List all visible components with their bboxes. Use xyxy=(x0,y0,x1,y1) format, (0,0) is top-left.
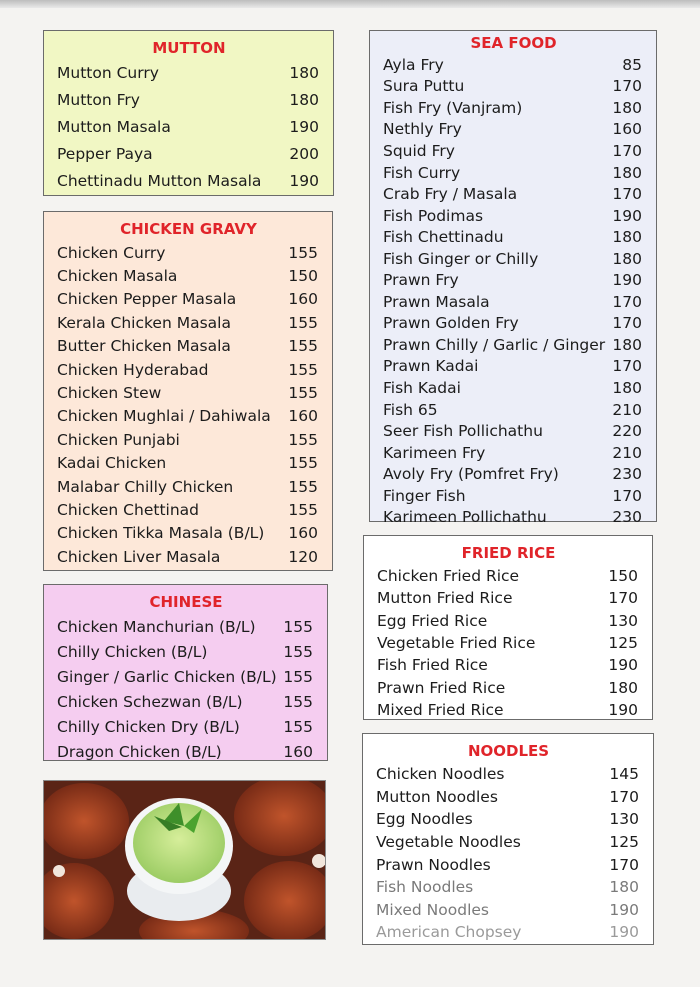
menu-item xyxy=(383,140,644,162)
item-name: Mutton Curry xyxy=(57,64,159,83)
chinese-section xyxy=(43,584,328,761)
item-name: Chicken Curry xyxy=(57,243,166,262)
item-price: 155 xyxy=(283,717,313,736)
seafood-section xyxy=(369,30,657,527)
menu-item xyxy=(57,739,315,764)
item-name: Malabar Chilly Chicken xyxy=(57,477,234,496)
item-price: 170 xyxy=(612,486,642,505)
item-name: Prawn Fried Rice xyxy=(377,678,506,697)
item-price: 180 xyxy=(612,98,642,117)
menu-item xyxy=(376,921,641,944)
item-name: Crab Fry / Masala xyxy=(383,185,518,204)
item-name: Butter Chicken Masala xyxy=(57,337,231,356)
item-price: 155 xyxy=(283,667,313,686)
item-name: Squid Fry xyxy=(383,141,455,160)
item-price: 200 xyxy=(289,144,319,163)
menu-item xyxy=(377,676,640,698)
menu-item xyxy=(57,167,321,194)
item-name: Vegetable Noodles xyxy=(376,833,521,852)
menu-item xyxy=(377,587,640,609)
menu-item xyxy=(57,311,320,334)
item-price: 190 xyxy=(609,900,639,919)
menu-item xyxy=(57,358,320,381)
menu-item xyxy=(57,498,320,521)
menu-item xyxy=(383,485,644,507)
item-name: Fish Kadai xyxy=(383,378,461,397)
item-name: Pepper Paya xyxy=(57,144,153,163)
item-name: Mutton Noodles xyxy=(376,787,498,806)
item-name: Kadai Chicken xyxy=(57,454,167,473)
menu-item xyxy=(57,140,321,167)
menu-item xyxy=(383,442,644,464)
item-price: 155 xyxy=(288,500,318,519)
item-price: 155 xyxy=(288,360,318,379)
item-price: 190 xyxy=(612,271,642,290)
item-name: Fish Podimas xyxy=(383,206,484,225)
item-price: 155 xyxy=(288,313,318,332)
menu-item xyxy=(383,183,644,205)
item-name: Seer Fish Pollichathu xyxy=(383,422,543,441)
item-name: Chicken Masala xyxy=(57,267,178,286)
item-name: Prawn Noodles xyxy=(376,855,491,874)
item-name: Prawn Chilly / Garlic / Ginger xyxy=(383,335,606,354)
menu-item xyxy=(377,699,640,721)
item-price: 230 xyxy=(612,465,642,484)
item-name: Sura Puttu xyxy=(383,77,465,96)
item-name: American Chopsey xyxy=(376,923,522,942)
menu-item xyxy=(383,377,644,399)
item-price: 180 xyxy=(612,335,642,354)
item-price: 190 xyxy=(609,923,639,942)
item-name: Chicken Liver Masala xyxy=(57,547,221,566)
menu-item xyxy=(57,288,320,311)
item-name: Ayla Fry xyxy=(383,55,444,74)
menu-item xyxy=(57,405,320,428)
item-name: Prawn Fry xyxy=(383,271,459,290)
menu-item xyxy=(376,831,641,854)
item-price: 190 xyxy=(289,171,319,190)
item-price: 230 xyxy=(612,508,642,527)
item-name: Chicken Mughlai / Dahiwala xyxy=(57,407,271,426)
item-name: Nethly Fry xyxy=(383,120,462,139)
item-price: 155 xyxy=(288,454,318,473)
menu-item xyxy=(376,763,641,786)
item-price: 180 xyxy=(608,678,638,697)
mutton-section xyxy=(43,30,334,196)
item-price: 190 xyxy=(608,700,638,719)
item-name: Mixed Noodles xyxy=(376,900,489,919)
item-price: 180 xyxy=(609,878,639,897)
menu-item xyxy=(377,632,640,654)
item-name: Vegetable Fried Rice xyxy=(377,634,536,653)
item-name: Chettinadu Mutton Masala xyxy=(57,171,262,190)
item-price: 190 xyxy=(289,117,319,136)
item-name: Chicken Chettinad xyxy=(57,500,199,519)
item-price: 170 xyxy=(612,292,642,311)
menu-item xyxy=(57,714,315,739)
item-price: 145 xyxy=(609,765,639,784)
item-name: Fish Noodles xyxy=(376,878,474,897)
menu-item xyxy=(383,313,644,335)
item-name: Fish Fried Rice xyxy=(377,656,488,675)
item-name: Mutton Fry xyxy=(57,91,140,110)
item-name: Chicken Tikka Masala (B/L) xyxy=(57,524,265,543)
menu-item xyxy=(57,545,320,568)
item-price: 155 xyxy=(288,430,318,449)
item-price: 220 xyxy=(612,422,642,441)
menu-item xyxy=(383,269,644,291)
menu-item xyxy=(383,248,644,270)
item-name: Avoly Fry (Pomfret Fry) xyxy=(383,465,559,484)
menu-item xyxy=(383,356,644,378)
menu-item xyxy=(57,428,320,451)
menu-item xyxy=(376,876,641,899)
item-price: 210 xyxy=(612,443,642,462)
page-top-edge xyxy=(0,0,700,8)
menu-item xyxy=(383,399,644,421)
menu-item xyxy=(57,475,320,498)
item-price: 155 xyxy=(283,617,313,636)
menu-item xyxy=(383,506,644,528)
item-name: Kerala Chicken Masala xyxy=(57,313,231,332)
item-price: 190 xyxy=(612,206,642,225)
item-price: 180 xyxy=(612,163,642,182)
item-price: 155 xyxy=(288,337,318,356)
item-price: 150 xyxy=(608,567,638,586)
menu-item xyxy=(57,639,315,664)
item-name: Dragon Chicken (B/L) xyxy=(57,742,222,761)
item-price: 125 xyxy=(608,634,638,653)
menu-item xyxy=(57,60,321,87)
menu-item xyxy=(57,87,321,114)
item-price: 180 xyxy=(612,249,642,268)
item-name: Mutton Masala xyxy=(57,117,171,136)
item-name: Mutton Fried Rice xyxy=(377,589,513,608)
menu-item xyxy=(57,689,315,714)
item-price: 155 xyxy=(283,642,313,661)
item-price: 155 xyxy=(283,692,313,711)
item-name: Ginger / Garlic Chicken (B/L) xyxy=(57,667,277,686)
chicken-gravy-title: CHICKEN GRAVY xyxy=(120,220,257,238)
item-name: Karimeen Fry xyxy=(383,443,486,462)
item-price: 170 xyxy=(612,141,642,160)
menu-item xyxy=(57,452,320,475)
chicken-gravy-section xyxy=(43,211,333,571)
item-price: 155 xyxy=(288,243,318,262)
item-name: Mixed Fried Rice xyxy=(377,700,504,719)
item-price: 170 xyxy=(612,185,642,204)
item-name: Chicken Hyderabad xyxy=(57,360,209,379)
item-price: 180 xyxy=(289,64,319,83)
item-name: Chicken Noodles xyxy=(376,765,505,784)
menu-item xyxy=(377,654,640,676)
food-dish-photo-icon xyxy=(44,781,326,940)
item-name: Chilly Chicken (B/L) xyxy=(57,642,208,661)
menu-item xyxy=(57,335,320,358)
item-name: Egg Fried Rice xyxy=(377,611,488,630)
menu-item xyxy=(57,381,320,404)
item-name: Fish Ginger or Chilly xyxy=(383,249,539,268)
item-name: Chicken Manchurian (B/L) xyxy=(57,617,256,636)
mutton-title: MUTTON xyxy=(152,39,226,57)
menu-item xyxy=(376,808,641,831)
item-price: 160 xyxy=(612,120,642,139)
item-price: 170 xyxy=(609,855,639,874)
menu-item xyxy=(57,241,320,264)
item-name: Chilly Chicken Dry (B/L) xyxy=(57,717,240,736)
menu-item xyxy=(383,54,644,76)
menu-item xyxy=(383,226,644,248)
menu-item xyxy=(57,264,320,287)
menu-item xyxy=(383,291,644,313)
item-price: 150 xyxy=(288,267,318,286)
fried-rice-title: FRIED RICE xyxy=(461,544,556,562)
item-name: Egg Noodles xyxy=(376,810,473,829)
menu-item xyxy=(376,853,641,876)
item-price: 180 xyxy=(289,91,319,110)
item-price: 125 xyxy=(609,833,639,852)
menu-item xyxy=(383,97,644,119)
item-price: 85 xyxy=(622,55,642,74)
menu-item xyxy=(376,899,641,922)
menu-item xyxy=(383,162,644,184)
item-name: Chicken Stew xyxy=(57,384,162,403)
noodles-section xyxy=(362,733,654,945)
item-name: Chicken Punjabi xyxy=(57,430,180,449)
item-name: Fish Fry (Vanjram) xyxy=(383,98,523,117)
item-price: 160 xyxy=(288,524,318,543)
item-price: 160 xyxy=(288,290,318,309)
fried-rice-section xyxy=(363,535,653,720)
menu-item xyxy=(383,334,644,356)
noodles-title: NOODLES xyxy=(467,742,550,760)
menu-item xyxy=(376,786,641,809)
item-name: Chicken Pepper Masala xyxy=(57,290,237,309)
menu-item xyxy=(377,610,640,632)
item-name: Prawn Masala xyxy=(383,292,490,311)
menu-item xyxy=(383,119,644,141)
item-price: 130 xyxy=(609,810,639,829)
item-name: Karimeen Pollichathu xyxy=(383,508,547,527)
item-name: Chicken Schezwan (B/L) xyxy=(57,692,243,711)
menu-item xyxy=(383,463,644,485)
item-price: 180 xyxy=(612,378,642,397)
item-price: 170 xyxy=(609,787,639,806)
item-price: 160 xyxy=(288,407,318,426)
menu-item xyxy=(57,664,315,689)
item-price: 120 xyxy=(288,547,318,566)
item-name: Prawn Golden Fry xyxy=(383,314,519,333)
item-price: 130 xyxy=(608,611,638,630)
item-price: 170 xyxy=(612,314,642,333)
item-price: 160 xyxy=(283,742,313,761)
item-price: 180 xyxy=(612,228,642,247)
menu-item xyxy=(57,522,320,545)
menu-item xyxy=(57,114,321,141)
item-price: 155 xyxy=(288,384,318,403)
item-price: 190 xyxy=(608,656,638,675)
item-price: 170 xyxy=(612,77,642,96)
menu-item xyxy=(57,614,315,639)
item-name: Chicken Fried Rice xyxy=(377,567,520,586)
item-name: Finger Fish xyxy=(383,486,466,505)
item-name: Prawn Kadai xyxy=(383,357,479,376)
item-price: 170 xyxy=(608,589,638,608)
item-name: Fish Chettinadu xyxy=(383,228,504,247)
menu-item xyxy=(377,565,640,587)
item-price: 170 xyxy=(612,357,642,376)
item-name: Fish Curry xyxy=(383,163,461,182)
food-dish-photo xyxy=(43,780,326,940)
menu-item xyxy=(383,420,644,442)
menu-item xyxy=(383,76,644,98)
item-price: 155 xyxy=(288,477,318,496)
chinese-title: CHINESE xyxy=(149,593,223,611)
seafood-title: SEA FOOD xyxy=(470,34,557,52)
item-name: Fish 65 xyxy=(383,400,438,419)
menu-item xyxy=(383,205,644,227)
item-price: 210 xyxy=(612,400,642,419)
